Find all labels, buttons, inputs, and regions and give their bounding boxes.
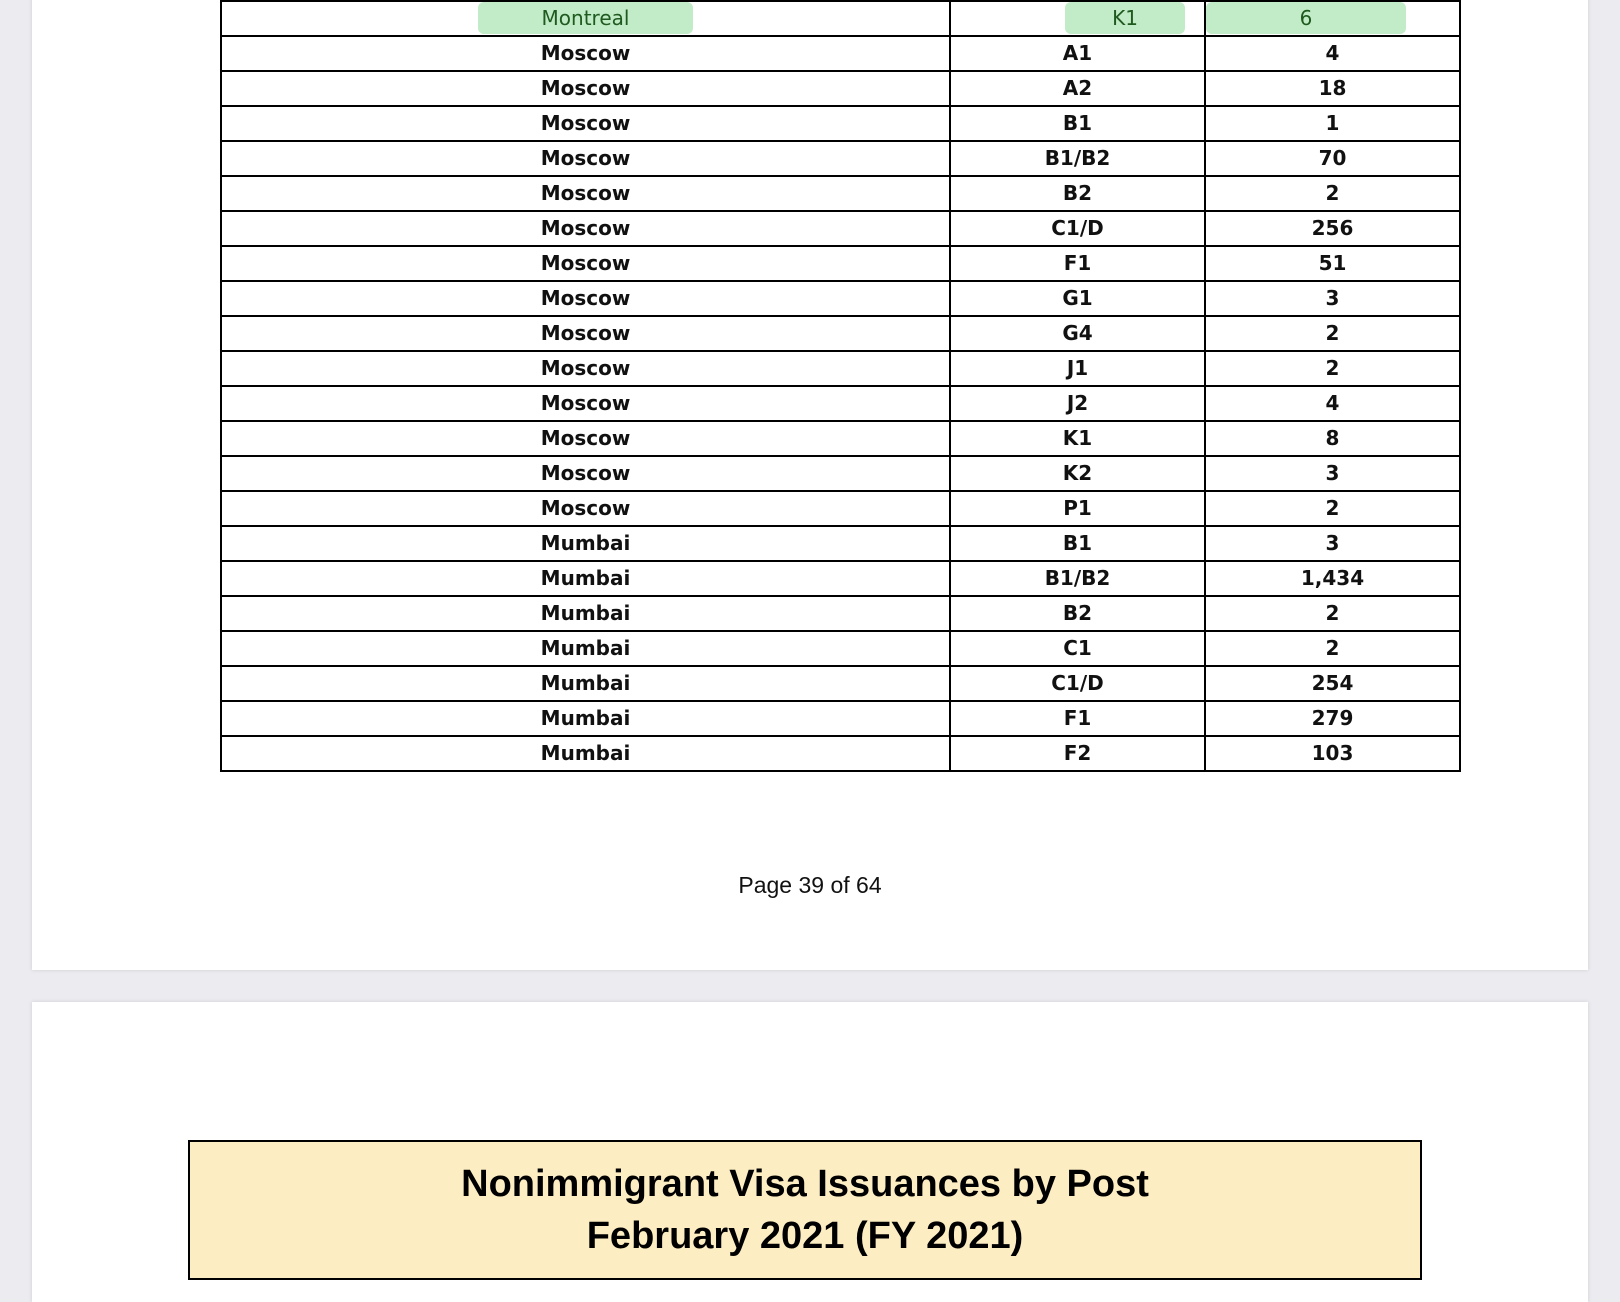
visa-class-cell: B1/B2: [950, 561, 1205, 596]
visa-class-cell: [950, 1, 1205, 36]
visa-class-cell: F1: [950, 246, 1205, 281]
visa-class-cell: C1: [950, 631, 1205, 666]
issuances-cell: 2: [1205, 596, 1460, 631]
issuances-cell: 2: [1205, 631, 1460, 666]
post-cell: Moscow: [221, 351, 950, 386]
post-cell: Mumbai: [221, 631, 950, 666]
table-row: [221, 526, 1460, 561]
visa-class-cell: P1: [950, 491, 1205, 526]
issuances-cell: 1: [1205, 106, 1460, 141]
visa-class-cell: A2: [950, 71, 1205, 106]
table-row: [221, 666, 1460, 701]
visa-class-cell: F1: [950, 701, 1205, 736]
issuances-cell: 70: [1205, 141, 1460, 176]
visa-class-cell: B2: [950, 596, 1205, 631]
issuances-cell: 2: [1205, 316, 1460, 351]
visa-class-cell: B2: [950, 176, 1205, 211]
visa-class-cell: B1/B2: [950, 141, 1205, 176]
post-cell: Moscow: [221, 176, 950, 211]
post-cell: Mumbai: [221, 561, 950, 596]
post-cell: Mumbai: [221, 701, 950, 736]
visa-class-cell: G1: [950, 281, 1205, 316]
issuances-cell: [1205, 1, 1460, 36]
issuances-cell: 18: [1205, 71, 1460, 106]
post-cell: Moscow: [221, 421, 950, 456]
issuances-cell: 254: [1205, 666, 1460, 701]
post-cell: Mumbai: [221, 736, 950, 771]
issuances-cell: 1,434: [1205, 561, 1460, 596]
table-row: [221, 386, 1460, 421]
visa-class-cell: C1/D: [950, 666, 1205, 701]
issuances-cell: 2: [1205, 491, 1460, 526]
issuances-cell: 2: [1205, 176, 1460, 211]
report-title-box: [188, 1140, 1422, 1280]
table-row: [221, 491, 1460, 526]
visa-issuance-table: [220, 0, 1461, 772]
visa-class-cell: F2: [950, 736, 1205, 771]
post-cell: Moscow: [221, 246, 950, 281]
report-title: Nonimmigrant Visa Issuances by Post: [461, 1163, 1149, 1205]
visa-class-cell: G4: [950, 316, 1205, 351]
issuances-cell: 3: [1205, 456, 1460, 491]
highlight-mark: K1: [1065, 2, 1185, 34]
visa-class-cell: C1/D: [950, 211, 1205, 246]
issuances-cell: 4: [1205, 36, 1460, 71]
issuances-cell: 8: [1205, 421, 1460, 456]
issuances-cell: 3: [1205, 526, 1460, 561]
table-row: [221, 456, 1460, 491]
table-row: [221, 36, 1460, 71]
post-cell: Moscow: [221, 141, 950, 176]
document-page-39: [32, 0, 1588, 970]
table-row: [221, 561, 1460, 596]
post-cell: Moscow: [221, 211, 950, 246]
post-cell: Moscow: [221, 281, 950, 316]
visa-class-cell: K2: [950, 456, 1205, 491]
post-cell: Moscow: [221, 456, 950, 491]
table-row: [221, 631, 1460, 666]
page-number: Page 39 of 64: [738, 872, 882, 898]
post-cell: Moscow: [221, 316, 950, 351]
visa-class-cell: B1: [950, 106, 1205, 141]
issuances-cell: 2: [1205, 351, 1460, 386]
table-row: [221, 736, 1460, 771]
issuances-cell: 51: [1205, 246, 1460, 281]
issuances-cell: 4: [1205, 386, 1460, 421]
issuances-cell: 103: [1205, 736, 1460, 771]
table-row: [221, 106, 1460, 141]
visa-class-cell: K1: [950, 421, 1205, 456]
highlight-mark: 6: [1206, 2, 1406, 34]
visa-class-cell: J1: [950, 351, 1205, 386]
post-cell: [221, 1, 950, 36]
table-row: [221, 351, 1460, 386]
document-page-40: [32, 1002, 1588, 1302]
table-row: [221, 316, 1460, 351]
table-row: [221, 176, 1460, 211]
report-period: February 2021 (FY 2021): [586, 1215, 1024, 1257]
table-row: [221, 281, 1460, 316]
issuances-cell: 3: [1205, 281, 1460, 316]
post-cell: Mumbai: [221, 596, 950, 631]
table-row: [221, 211, 1460, 246]
visa-class-cell: A1: [950, 36, 1205, 71]
post-cell: Moscow: [221, 71, 950, 106]
post-cell: Moscow: [221, 491, 950, 526]
table-row: [221, 421, 1460, 456]
highlight-mark: Montreal: [478, 2, 693, 34]
table-row: [221, 701, 1460, 736]
post-cell: Moscow: [221, 36, 950, 71]
visa-class-cell: J2: [950, 386, 1205, 421]
table-row: [221, 596, 1460, 631]
post-cell: Mumbai: [221, 666, 950, 701]
post-cell: Moscow: [221, 106, 950, 141]
post-cell: Mumbai: [221, 526, 950, 561]
visa-class-cell: B1: [950, 526, 1205, 561]
issuances-cell: 279: [1205, 701, 1460, 736]
table-row: [221, 1, 1460, 36]
table-body: [221, 1, 1460, 771]
table-row: [221, 141, 1460, 176]
table-row: [221, 246, 1460, 281]
table-row: [221, 71, 1460, 106]
issuances-cell: 256: [1205, 211, 1460, 246]
post-cell: Moscow: [221, 386, 950, 421]
